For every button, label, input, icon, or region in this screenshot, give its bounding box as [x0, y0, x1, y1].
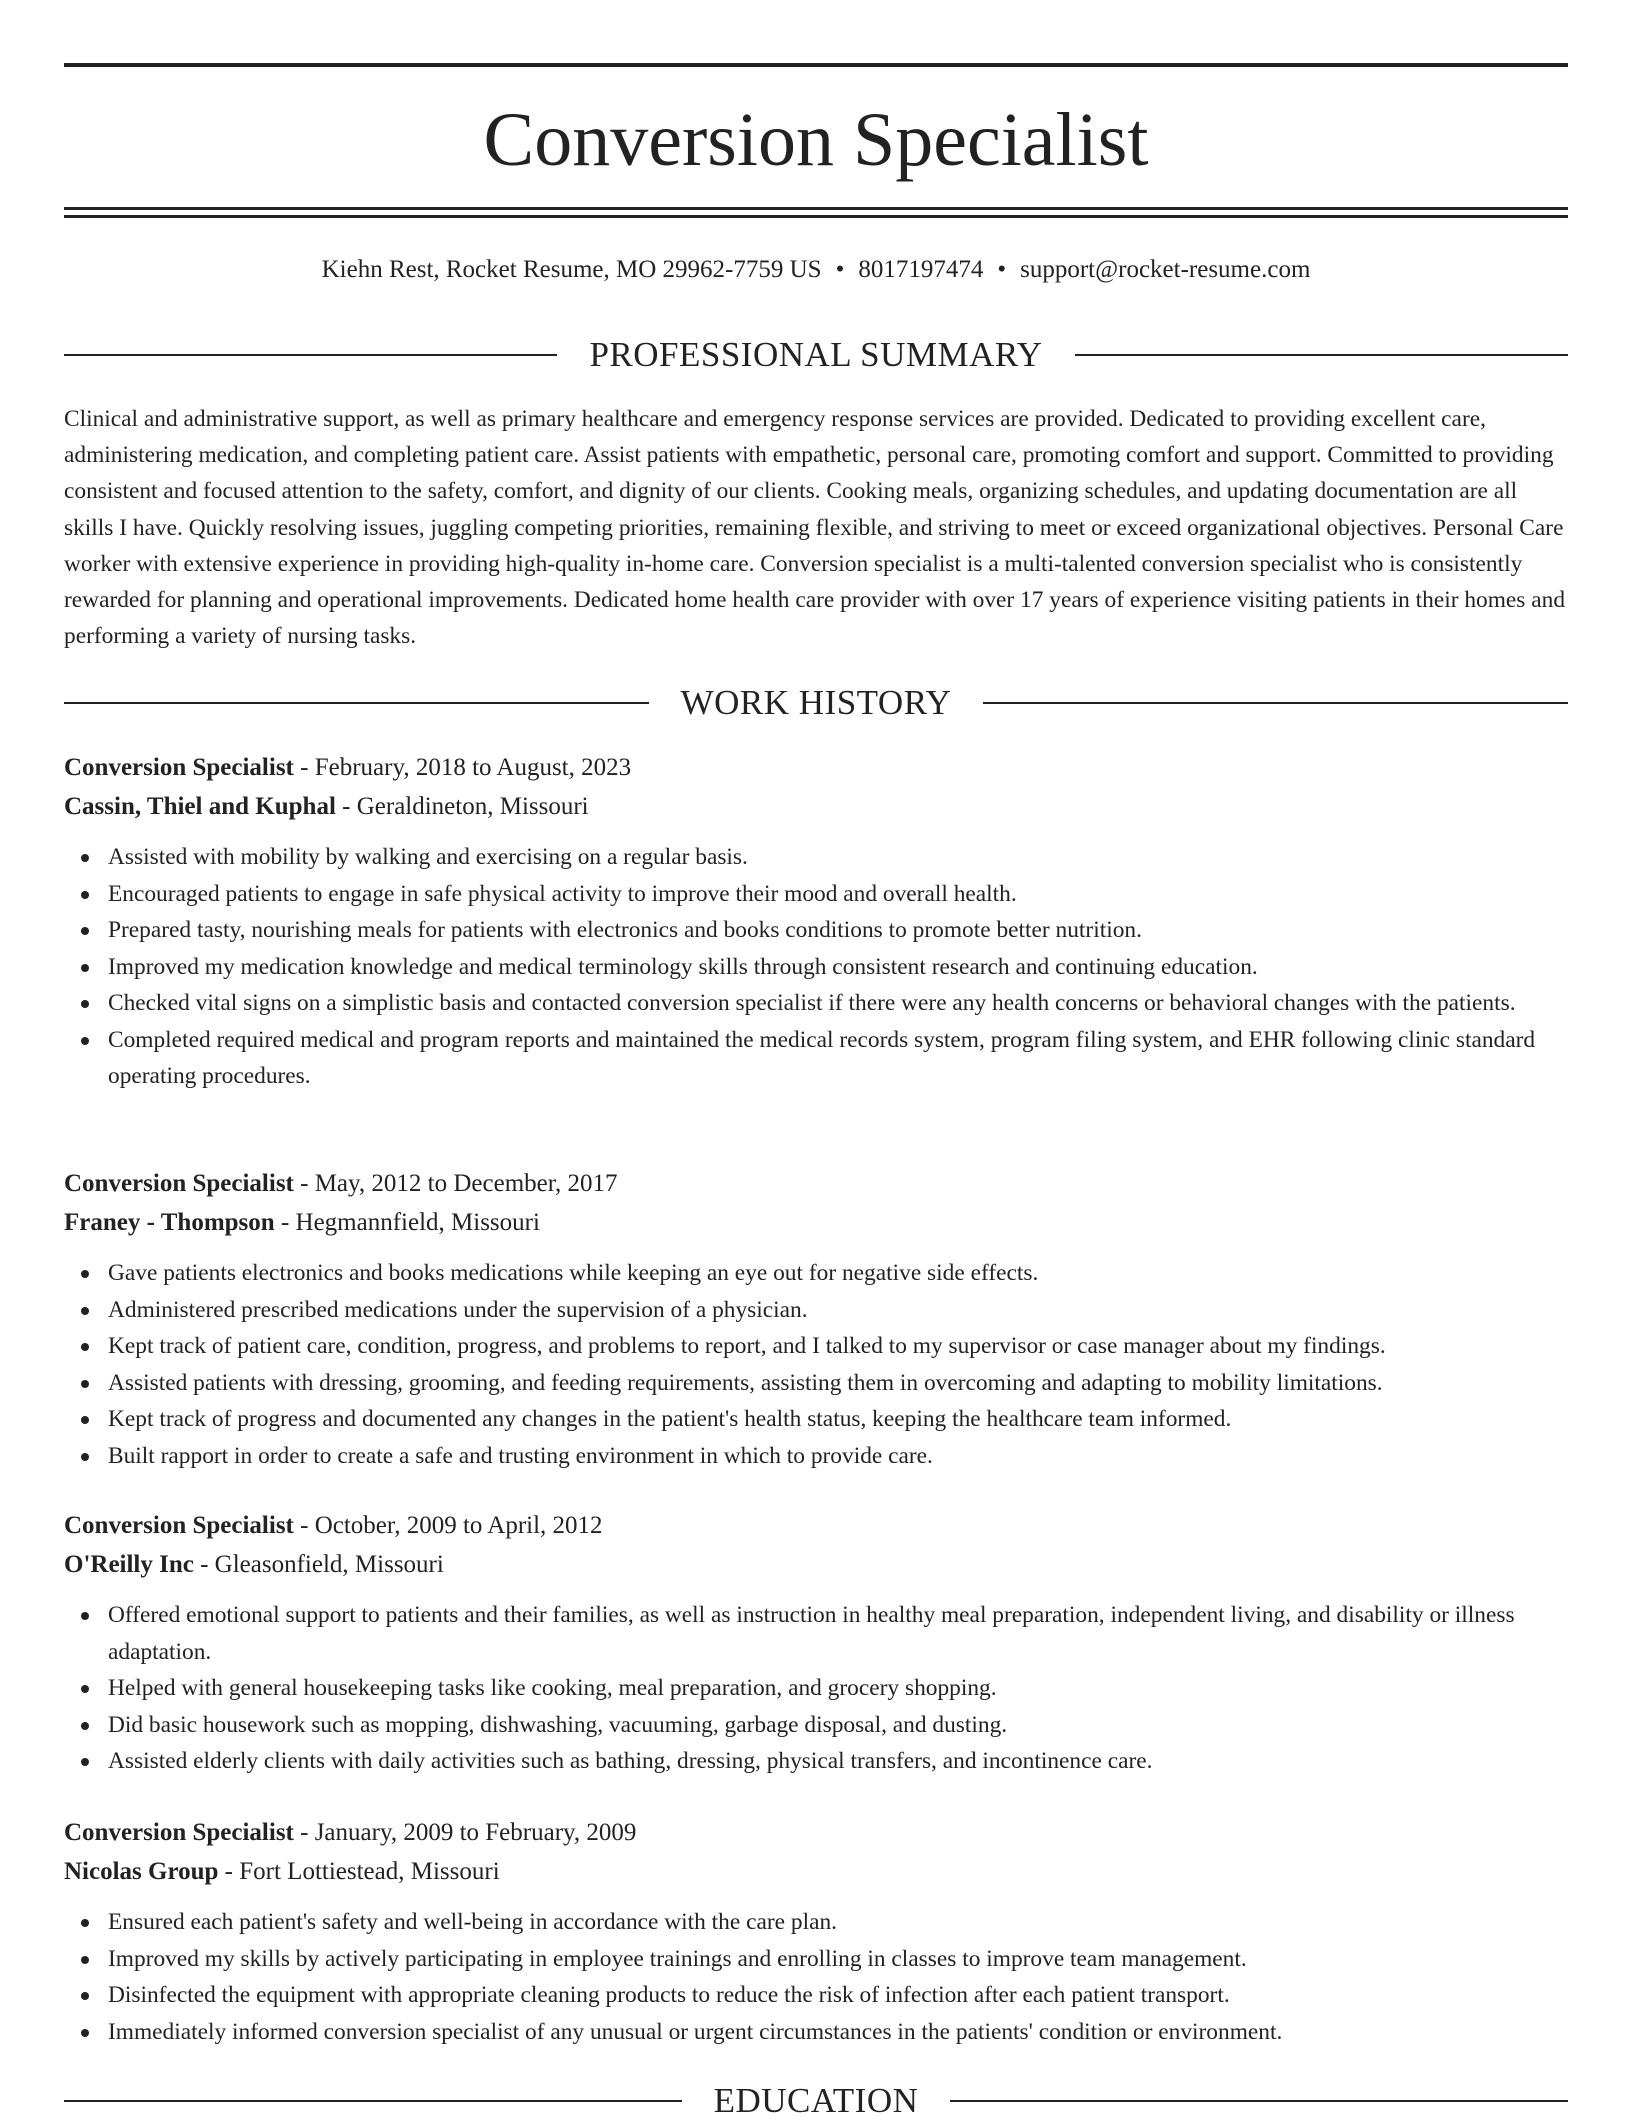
job-company-line	[64, 1545, 1568, 1584]
job-location: - Fort Lottiestead, Missouri	[218, 1858, 500, 1885]
section-title: EDUCATION	[713, 2081, 919, 2120]
job-company: O'Reilly Inc	[64, 1551, 194, 1578]
job-bullet: Immediately informed conversion specialist of any unusual or urgent circumstances in the patients' condition or environment.	[64, 2014, 1568, 2051]
job-bullet-list	[64, 1904, 1568, 2050]
section-title: PROFESSIONAL SUMMARY	[589, 335, 1043, 374]
job-title: Conversion Specialist	[64, 754, 294, 781]
job-location: - Hegmannfield, Missouri	[274, 1209, 540, 1236]
job-bullet: Ensured each patient's safety and well-being in accordance with the care plan.	[64, 1904, 1568, 1941]
job-title-line	[64, 1506, 1568, 1545]
job-company-line	[64, 787, 1568, 826]
job-company: Cassin, Thiel and Kuphal	[64, 793, 336, 820]
job-bullet: Prepared tasty, nourishing meals for patients with electronics and books conditions to promote better nutrition.	[64, 912, 1568, 949]
contact-separator: •	[997, 256, 1007, 283]
job-title-line	[64, 748, 1568, 787]
job-company: Nicolas Group	[64, 1858, 219, 1885]
job-bullet: Encouraged patients to engage in safe physical activity to improve their mood and overall health.	[64, 876, 1568, 913]
job-bullet: Assisted with mobility by walking and exercising on a regular basis.	[64, 839, 1568, 876]
job-title-line	[64, 1164, 1568, 1203]
job-bullet: Built rapport in order to create a safe and trusting environment in which to provide care.	[64, 1438, 1568, 1475]
job-bullet: Administered prescribed medications under the supervision of a physician.	[64, 1292, 1568, 1329]
job-bullet: Completed required medical and program reports and maintained the medical records system, program filing system, and EHR following clinic standard operating procedures.	[64, 1022, 1568, 1095]
job-bullet: Improved my skills by actively participating in employee trainings and enrolling in classes to improve team management.	[64, 1941, 1568, 1978]
contact-separator: •	[835, 256, 845, 283]
job-bullet: Gave patients electronics and books medications while keeping an eye out for negative side effects.	[64, 1255, 1568, 1292]
top-rule	[64, 63, 1568, 67]
job-bullet: Assisted elderly clients with daily activities such as bathing, dressing, physical transfers, and incontinence care.	[64, 1743, 1568, 1780]
job-dates: - May, 2012 to December, 2017	[293, 1170, 618, 1197]
job-company-line	[64, 1203, 1568, 1242]
job-dates: - February, 2018 to August, 2023	[293, 754, 632, 781]
job-dates: - October, 2009 to April, 2012	[293, 1512, 603, 1539]
resume-title: Conversion Specialist	[483, 98, 1149, 182]
job-bullet: Checked vital signs on a simplistic basis and contacted conversion specialist if there were any health concerns or behavioral changes with the patients.	[64, 985, 1568, 1022]
job-title: Conversion Specialist	[64, 1170, 294, 1197]
job-entry	[64, 1506, 1568, 1780]
job-company: Franey - Thompson	[64, 1209, 275, 1236]
job-bullet: Helped with general housekeeping tasks like cooking, meal preparation, and grocery shopping.	[64, 1670, 1568, 1707]
contact-address: Kiehn Rest, Rocket Resume, MO 29962-7759 US	[321, 256, 822, 283]
job-dates: - January, 2009 to February, 2009	[293, 1819, 637, 1846]
heading-rule	[64, 702, 649, 704]
job-bullet-list	[64, 1597, 1568, 1780]
contact-phone: 8017197474	[858, 256, 984, 283]
job-title: Conversion Specialist	[64, 1819, 294, 1846]
job-entry	[64, 1813, 1568, 2050]
job-bullet: Kept track of progress and documented any changes in the patient's health status, keeping the healthcare team informed.	[64, 1401, 1568, 1438]
job-bullet-list	[64, 1255, 1568, 1474]
heading-rule	[1075, 354, 1568, 356]
contact-line	[64, 252, 1568, 288]
job-bullet: Improved my medication knowledge and medical terminology skills through consistent research and continuing education.	[64, 949, 1568, 986]
heading-rule	[983, 702, 1568, 704]
job-company-line	[64, 1852, 1568, 1891]
job-location: - Geraldineton, Missouri	[335, 793, 589, 820]
job-bullet: Offered emotional support to patients and their families, as well as instruction in healthy meal preparation, independent living, and disability or illness adaptation.	[64, 1597, 1568, 1670]
contact-email: support@rocket-resume.com	[1020, 256, 1311, 283]
job-location: - Gleasonfield, Missouri	[193, 1551, 444, 1578]
title-double-rule	[64, 207, 1568, 218]
job-bullet-list	[64, 839, 1568, 1095]
section-heading-summary	[64, 333, 1568, 377]
section-heading-education	[64, 2079, 1568, 2123]
job-title: Conversion Specialist	[64, 1512, 294, 1539]
job-entry	[64, 748, 1568, 1095]
heading-rule	[64, 2100, 682, 2102]
job-bullet: Disinfected the equipment with appropriate cleaning products to reduce the risk of infection after each patient transport.	[64, 1977, 1568, 2014]
section-title: WORK HISTORY	[680, 683, 952, 722]
job-title-line	[64, 1813, 1568, 1852]
heading-rule	[950, 2100, 1568, 2102]
section-heading-work-history	[64, 681, 1568, 725]
job-entry	[64, 1164, 1568, 1474]
job-bullet: Kept track of patient care, condition, progress, and problems to report, and I talked to my supervisor or case manager about my findings.	[64, 1328, 1568, 1365]
job-bullet: Did basic housework such as mopping, dishwashing, vacuuming, garbage disposal, and dusting.	[64, 1707, 1568, 1744]
professional-summary-text: Clinical and administrative support, as well as primary healthcare and emergency response services are provided. Dedicated to providing excellent care, administering medication, and completing patient care. Assist patients with empathetic, personal care, promoting comfort and support. Committed to providing consistent and focused attention to the safety, comfort, and dignity of our clients. Cooking meals, organizing schedules, and updating documentation are all skills I have. Quickly resolving issues, juggling competing priorities, remaining flexible, and striving to meet or exceed organizational objectives. Personal Care worker with extensive experience in providing high-quality in-home care. Conversion specialist is a multi-talented conversion specialist who is consistently rewarded for planning and operational improvements. Dedicated home health care provider with over 17 years of experience visiting patients in their homes and performing a variety of nursing tasks.	[64, 406, 1566, 650]
job-bullet: Assisted patients with dressing, grooming, and feeding requirements, assisting them in overcoming and adapting to mobility limitations.	[64, 1365, 1568, 1402]
heading-rule	[64, 354, 557, 356]
